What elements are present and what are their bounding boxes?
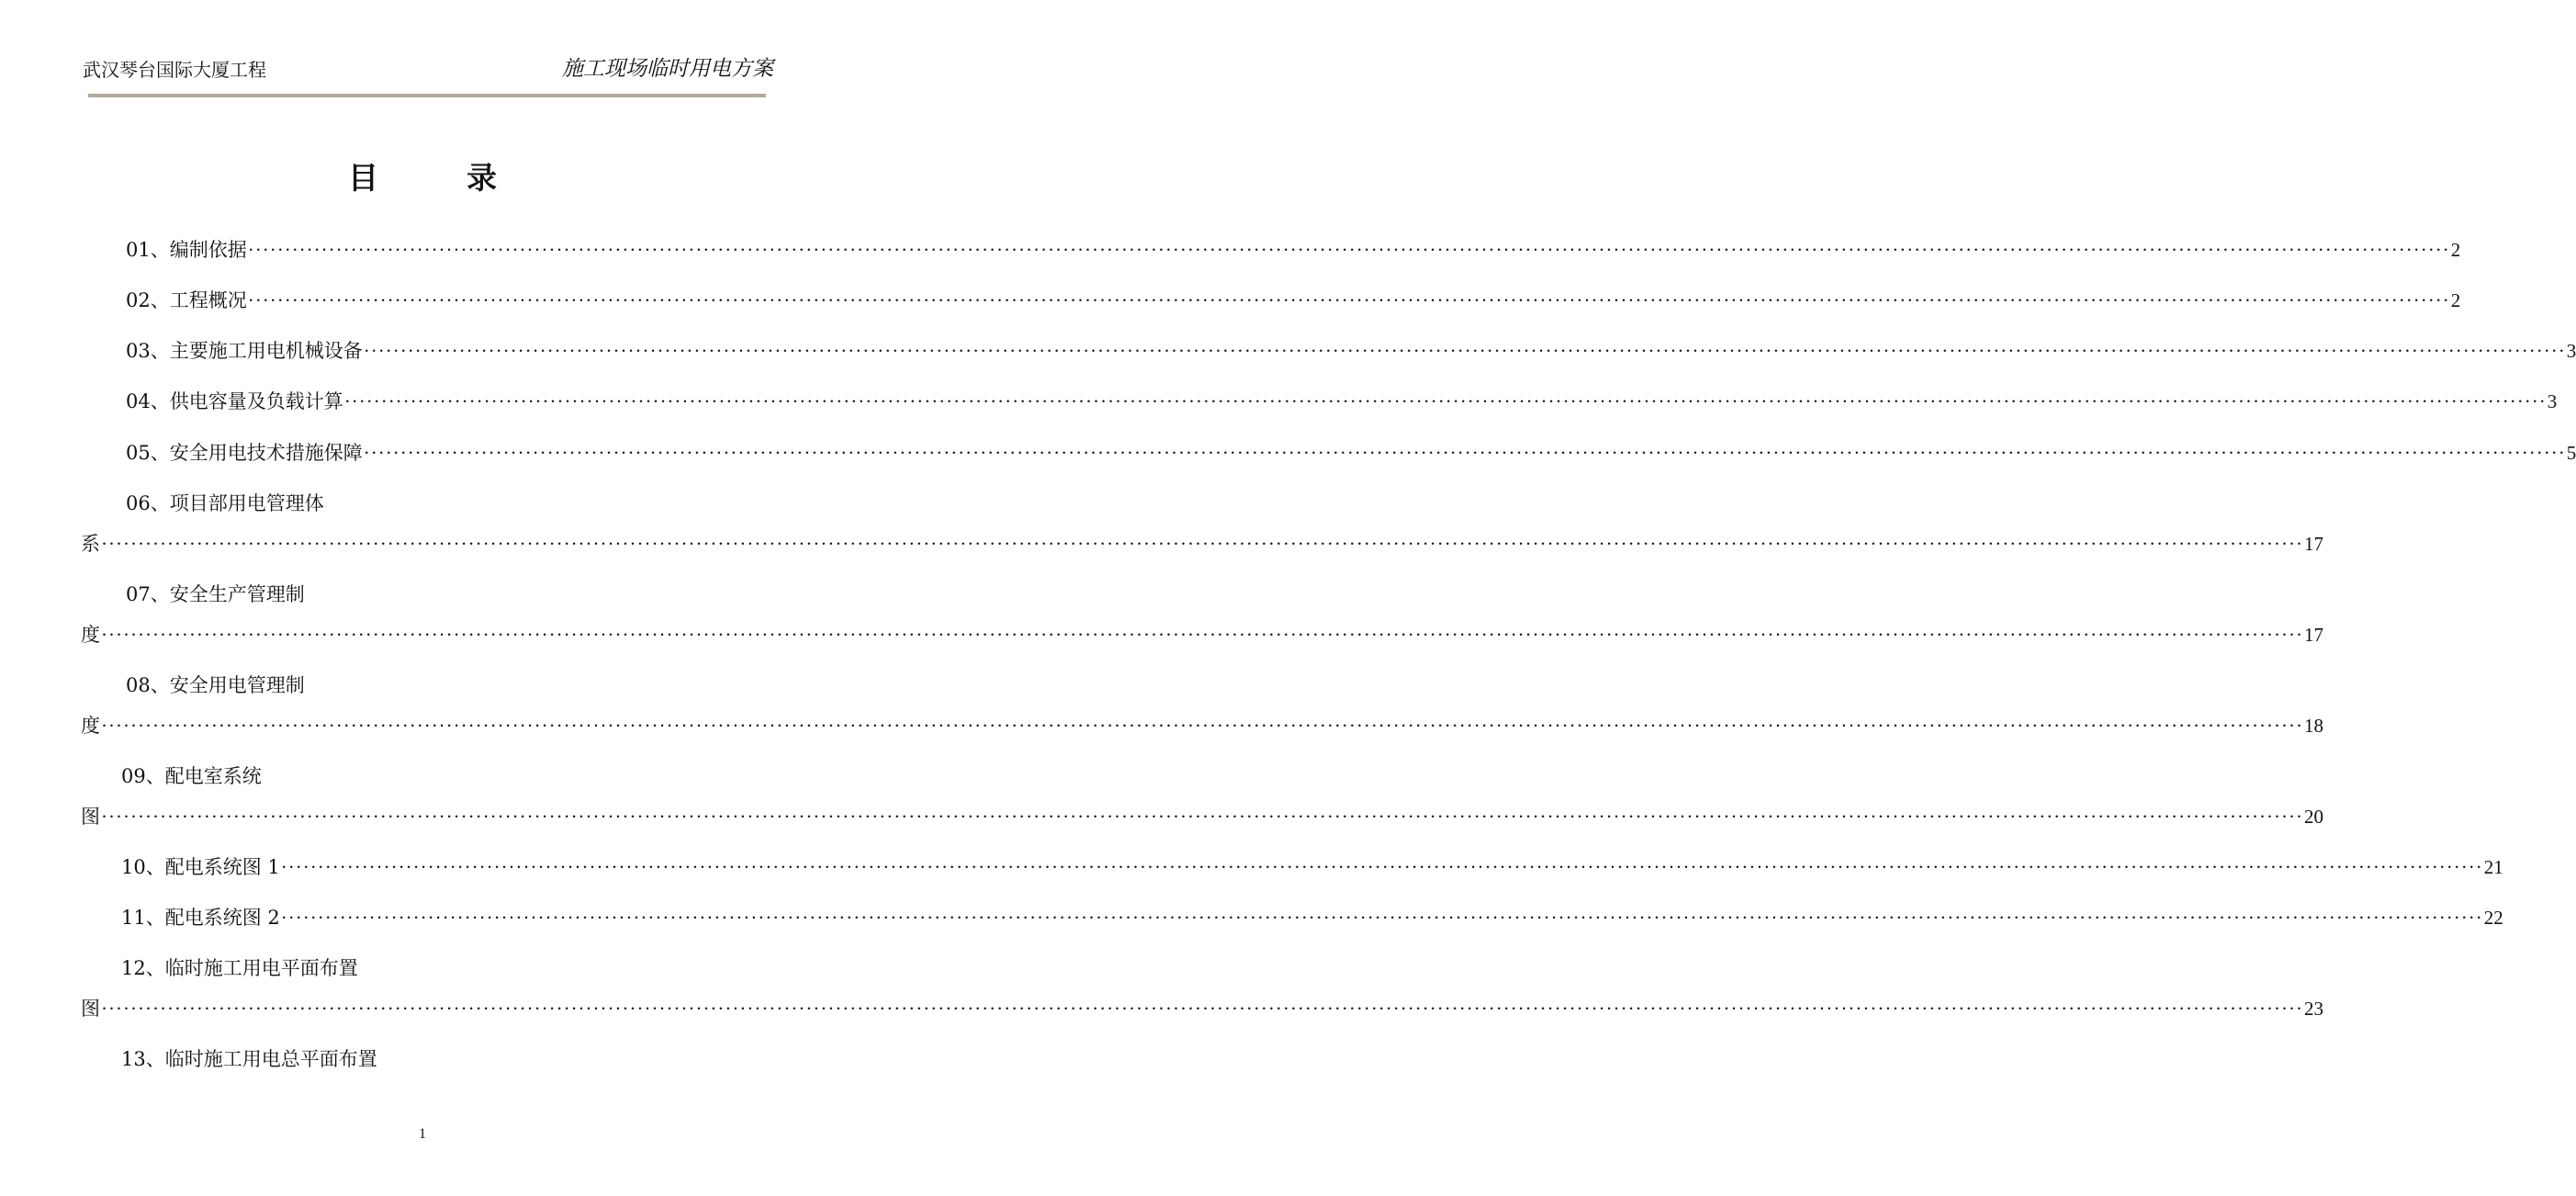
toc-leader-dots: ············································································································································································································································································································	[247, 239, 2450, 261]
toc-entry-02[interactable]	[126, 286, 2461, 313]
toc-entry-07-label[interactable]: 07、安全生产管理制	[126, 583, 305, 605]
toc-entry-04[interactable]	[126, 387, 2558, 414]
toc-entry-01[interactable]	[126, 235, 2461, 263]
toc-entry-07-continuation[interactable]	[81, 620, 2323, 648]
toc-entry-label: 11、配电系统图 2	[121, 907, 280, 929]
toc-entry-label-cont: 图	[81, 998, 100, 1020]
toc-entry-label: 01、编制依据	[126, 239, 247, 261]
toc-title-char-1: 目	[348, 160, 378, 196]
toc-entry-page: 17	[2303, 624, 2323, 646]
toc-entry-label-cont: 度	[81, 715, 100, 737]
toc-entry-05[interactable]	[126, 438, 2576, 466]
toc-entry-08-label[interactable]: 08、安全用电管理制	[126, 674, 305, 696]
toc-leader-dots: ············································································································································································································································································································	[280, 856, 2483, 878]
toc-entry-page: 2	[2450, 239, 2461, 261]
toc-leader-dots: ············································································································································································································································································································	[101, 624, 2303, 646]
toc-entry-page: 17	[2303, 533, 2323, 555]
toc-title	[0, 154, 845, 197]
toc-leader-dots: ············································································································································································································································································································	[101, 715, 2303, 737]
toc-leader-dots: ············································································································································································································································································································	[247, 289, 2450, 311]
toc-leader-dots: ············································································································································································································································································································	[363, 340, 2566, 362]
toc-entry-label-cont: 系	[81, 533, 100, 555]
toc-entry-page: 20	[2303, 806, 2323, 828]
toc-entry-label: 05、安全用电技术措施保障	[126, 442, 363, 464]
toc-entry-08-continuation[interactable]	[81, 711, 2323, 739]
toc-entry-13-label[interactable]: 13、临时施工用电总平面布置	[121, 1048, 377, 1070]
toc-entry-09-continuation[interactable]	[81, 802, 2323, 829]
toc-entry-page: 5	[2566, 442, 2576, 464]
toc-leader-dots: ············································································································································································································································································································	[280, 907, 2483, 929]
header-document-title: 施工现场临时用电方案	[562, 57, 773, 81]
toc-entry-06-continuation[interactable]	[81, 529, 2323, 557]
toc-entry-06-label[interactable]: 06、项目部用电管理体	[126, 492, 324, 514]
toc-entry-page: 3	[2566, 340, 2576, 362]
toc-entry-label: 03、主要施工用电机械设备	[126, 340, 363, 362]
toc-title-char-2: 录	[467, 160, 497, 196]
toc-leader-dots: ············································································································································································································································································································	[101, 998, 2303, 1020]
toc-entry-page: 21	[2483, 856, 2503, 878]
toc-entry-page: 3	[2547, 390, 2558, 412]
toc-entry-page: 22	[2483, 907, 2503, 929]
toc-leader-dots: ············································································································································································································································································································	[363, 442, 2566, 464]
toc-leader-dots: ············································································································································································································································································································	[343, 390, 2547, 412]
toc-entry-09-label[interactable]: 09、配电室系统	[121, 765, 262, 787]
toc-entry-12-continuation[interactable]	[81, 994, 2323, 1021]
toc-entry-label: 04、供电容量及负载计算	[126, 390, 343, 412]
header-project-name: 武汉琴台国际大厦工程	[83, 59, 266, 81]
toc-entry-11[interactable]	[121, 903, 2503, 931]
toc-entry-10[interactable]	[121, 852, 2503, 880]
toc-entry-label: 10、配电系统图 1	[121, 856, 280, 878]
toc-entry-page: 23	[2303, 998, 2323, 1020]
header-rule	[88, 94, 766, 97]
toc-entry-label-cont: 图	[81, 806, 100, 828]
toc-entry-12-label[interactable]: 12、临时施工用电平面布置	[121, 957, 358, 979]
page-number: 1	[419, 1126, 426, 1142]
toc-entry-label: 02、工程概况	[126, 289, 247, 311]
toc-entry-page: 18	[2303, 715, 2323, 737]
toc-leader-dots: ············································································································································································································································································································	[101, 533, 2303, 555]
toc-entry-label-cont: 度	[81, 624, 100, 646]
toc-entry-page: 2	[2450, 289, 2461, 311]
toc-leader-dots: ············································································································································································································································································································	[101, 806, 2303, 828]
toc-entry-03[interactable]	[126, 336, 2576, 364]
